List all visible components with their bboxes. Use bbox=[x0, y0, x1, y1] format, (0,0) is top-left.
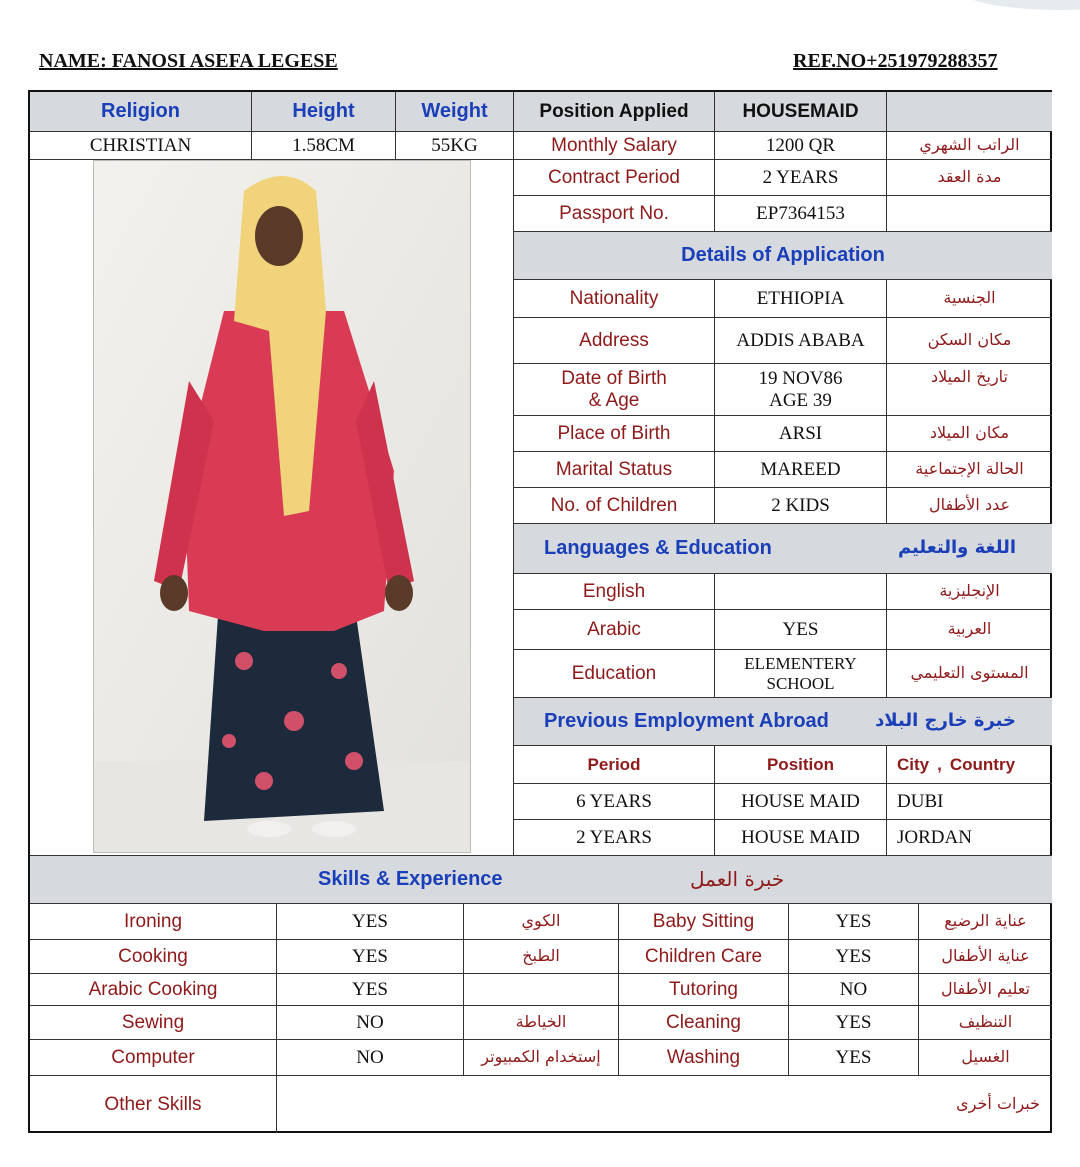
employment-section-title bbox=[514, 698, 1052, 746]
children-arabic: عدد الأطفال bbox=[887, 488, 1052, 524]
skills-title-ar: خبرة العمل bbox=[690, 867, 785, 891]
skill-ironing-value: YES bbox=[277, 904, 464, 940]
marital-status-value: MAREED bbox=[715, 452, 887, 488]
dob-label-line2: & Age bbox=[588, 389, 640, 411]
city-country-separator: , bbox=[937, 754, 942, 774]
skill-washing-arabic: الغسيل bbox=[919, 1040, 1052, 1076]
place-of-birth-value: ARSI bbox=[715, 416, 887, 452]
place-of-birth-label: Place of Birth bbox=[514, 416, 715, 452]
skill-arabic-cooking-value: YES bbox=[277, 974, 464, 1006]
employment-title-en: Previous Employment Abroad bbox=[544, 710, 829, 732]
dob-label-line1: Date of Birth bbox=[561, 367, 667, 389]
monthly-salary-value: 1200 QR bbox=[715, 132, 887, 160]
skill-cooking-label: Cooking bbox=[30, 940, 277, 974]
dob-value bbox=[715, 364, 887, 416]
other-skills-label: Other Skills bbox=[30, 1076, 277, 1133]
skills-title-en: Skills & Experience bbox=[318, 868, 503, 890]
education-value-line2: SCHOOL bbox=[766, 673, 835, 693]
employment-row-2-place: JORDAN bbox=[887, 820, 1052, 856]
english-arabic: الإنجليزية bbox=[887, 574, 1052, 610]
passport-value: EP7364153 bbox=[715, 196, 887, 232]
position-applied-value: HOUSEMAID bbox=[715, 92, 887, 132]
children-label: No. of Children bbox=[514, 488, 715, 524]
employment-row-1-position: HOUSE MAID bbox=[715, 784, 887, 820]
skill-arabic-cooking-label: Arabic Cooking bbox=[30, 974, 277, 1006]
skill-baby-sitting-value: YES bbox=[789, 904, 919, 940]
skill-sewing-label: Sewing bbox=[30, 1006, 277, 1040]
passport-empty-cell bbox=[887, 196, 1052, 232]
address-label: Address bbox=[514, 318, 715, 364]
religion-value: CHRISTIAN bbox=[30, 132, 252, 160]
languages-title-ar: اللغة والتعليم bbox=[897, 537, 1016, 559]
languages-section-title bbox=[514, 524, 1052, 574]
country-header: Country bbox=[949, 754, 1016, 774]
skill-cleaning-value: YES bbox=[789, 1006, 919, 1040]
education-arabic: المستوى التعليمي bbox=[887, 650, 1052, 698]
employment-row-1-place: DUBI bbox=[887, 784, 1052, 820]
contract-period-value: 2 YEARS bbox=[715, 160, 887, 196]
height-label: Height bbox=[252, 92, 396, 132]
applicant-name: NAME: FANOSI ASEFA LEGESE bbox=[39, 50, 338, 72]
employment-row-2-period: 2 YEARS bbox=[514, 820, 715, 856]
skill-tutoring-arabic: تعليم الأطفال bbox=[919, 974, 1052, 1006]
skill-cooking-arabic: الطبخ bbox=[464, 940, 619, 974]
skill-sewing-arabic: الخياطة bbox=[464, 1006, 619, 1040]
monthly-salary-label: Monthly Salary bbox=[514, 132, 715, 160]
applicant-photo-illustration bbox=[94, 161, 471, 853]
languages-title-en: Languages & Education bbox=[544, 537, 772, 559]
skill-cleaning-label: Cleaning bbox=[619, 1006, 789, 1040]
dob-value-line1: 19 NOV86 bbox=[758, 367, 843, 389]
place-of-birth-arabic: مكان الميلاد bbox=[887, 416, 1052, 452]
height-value: 1.58CM bbox=[252, 132, 396, 160]
employment-title-ar: خبرة خارج البلاد bbox=[875, 710, 1016, 732]
skill-sewing-value: NO bbox=[277, 1006, 464, 1040]
address-value: ADDIS ABABA bbox=[715, 318, 887, 364]
marital-status-label: Marital Status bbox=[514, 452, 715, 488]
english-label: English bbox=[514, 574, 715, 610]
dob-label bbox=[514, 364, 715, 416]
weight-value: 55KG bbox=[396, 132, 514, 160]
nationality-value: ETHIOPIA bbox=[715, 280, 887, 318]
employment-row-1-period: 6 YEARS bbox=[514, 784, 715, 820]
address-arabic: مكان السكن bbox=[887, 318, 1052, 364]
skills-section-title bbox=[30, 856, 1052, 904]
english-value bbox=[715, 574, 887, 610]
city-header: City bbox=[897, 754, 930, 774]
religion-label: Religion bbox=[30, 92, 252, 132]
city-country-column-header bbox=[887, 746, 1052, 784]
empty-header-cell bbox=[887, 92, 1052, 132]
skill-washing-value: YES bbox=[789, 1040, 919, 1076]
contract-period-label: Contract Period bbox=[514, 160, 715, 196]
arabic-arabic: العربية bbox=[887, 610, 1052, 650]
education-value bbox=[715, 650, 887, 698]
monthly-salary-arabic: الراتب الشهري bbox=[887, 132, 1052, 160]
children-value: 2 KIDS bbox=[715, 488, 887, 524]
nationality-arabic: الجنسية bbox=[887, 280, 1052, 318]
details-section-title: Details of Application bbox=[514, 232, 1052, 280]
skill-tutoring-value: NO bbox=[789, 974, 919, 1006]
dob-value-line2: AGE 39 bbox=[769, 389, 832, 411]
skill-arabic-cooking-arabic bbox=[464, 974, 619, 1006]
skill-children-care-arabic: عناية الأطفال bbox=[919, 940, 1052, 974]
nationality-label: Nationality bbox=[514, 280, 715, 318]
skill-ironing-label: Ironing bbox=[30, 904, 277, 940]
page-corner-decoration bbox=[960, 0, 1080, 10]
skill-children-care-value: YES bbox=[789, 940, 919, 974]
employment-row-2-position: HOUSE MAID bbox=[715, 820, 887, 856]
skill-computer-value: NO bbox=[277, 1040, 464, 1076]
dob-arabic: تاريخ الميلاد bbox=[887, 364, 1052, 416]
skill-cooking-value: YES bbox=[277, 940, 464, 974]
education-label: Education bbox=[514, 650, 715, 698]
skill-ironing-arabic: الكوي bbox=[464, 904, 619, 940]
marital-status-arabic: الحالة الإجتماعية bbox=[887, 452, 1052, 488]
arabic-value: YES bbox=[715, 610, 887, 650]
skill-computer-label: Computer bbox=[30, 1040, 277, 1076]
passport-label: Passport No. bbox=[514, 196, 715, 232]
arabic-label: Arabic bbox=[514, 610, 715, 650]
skill-computer-arabic: إستخدام الكمبيوتر bbox=[464, 1040, 619, 1076]
skill-children-care-label: Children Care bbox=[619, 940, 789, 974]
skill-baby-sitting-label: Baby Sitting bbox=[619, 904, 789, 940]
period-column-header: Period bbox=[514, 746, 715, 784]
skill-cleaning-arabic: التنظيف bbox=[919, 1006, 1052, 1040]
contract-period-arabic: مدة العقد bbox=[887, 160, 1052, 196]
position-applied-label: Position Applied bbox=[514, 92, 715, 132]
education-value-line1: ELEMENTERY bbox=[744, 653, 857, 673]
skill-washing-label: Washing bbox=[619, 1040, 789, 1076]
other-skills-arabic: خبرات أخرى bbox=[956, 1094, 1040, 1114]
reference-number: REF.NO+251979288357 bbox=[793, 50, 998, 72]
applicant-photo bbox=[93, 160, 471, 853]
position-column-header: Position bbox=[715, 746, 887, 784]
skill-tutoring-label: Tutoring bbox=[619, 974, 789, 1006]
skill-baby-sitting-arabic: عناية الرضيع bbox=[919, 904, 1052, 940]
weight-label: Weight bbox=[396, 92, 514, 132]
